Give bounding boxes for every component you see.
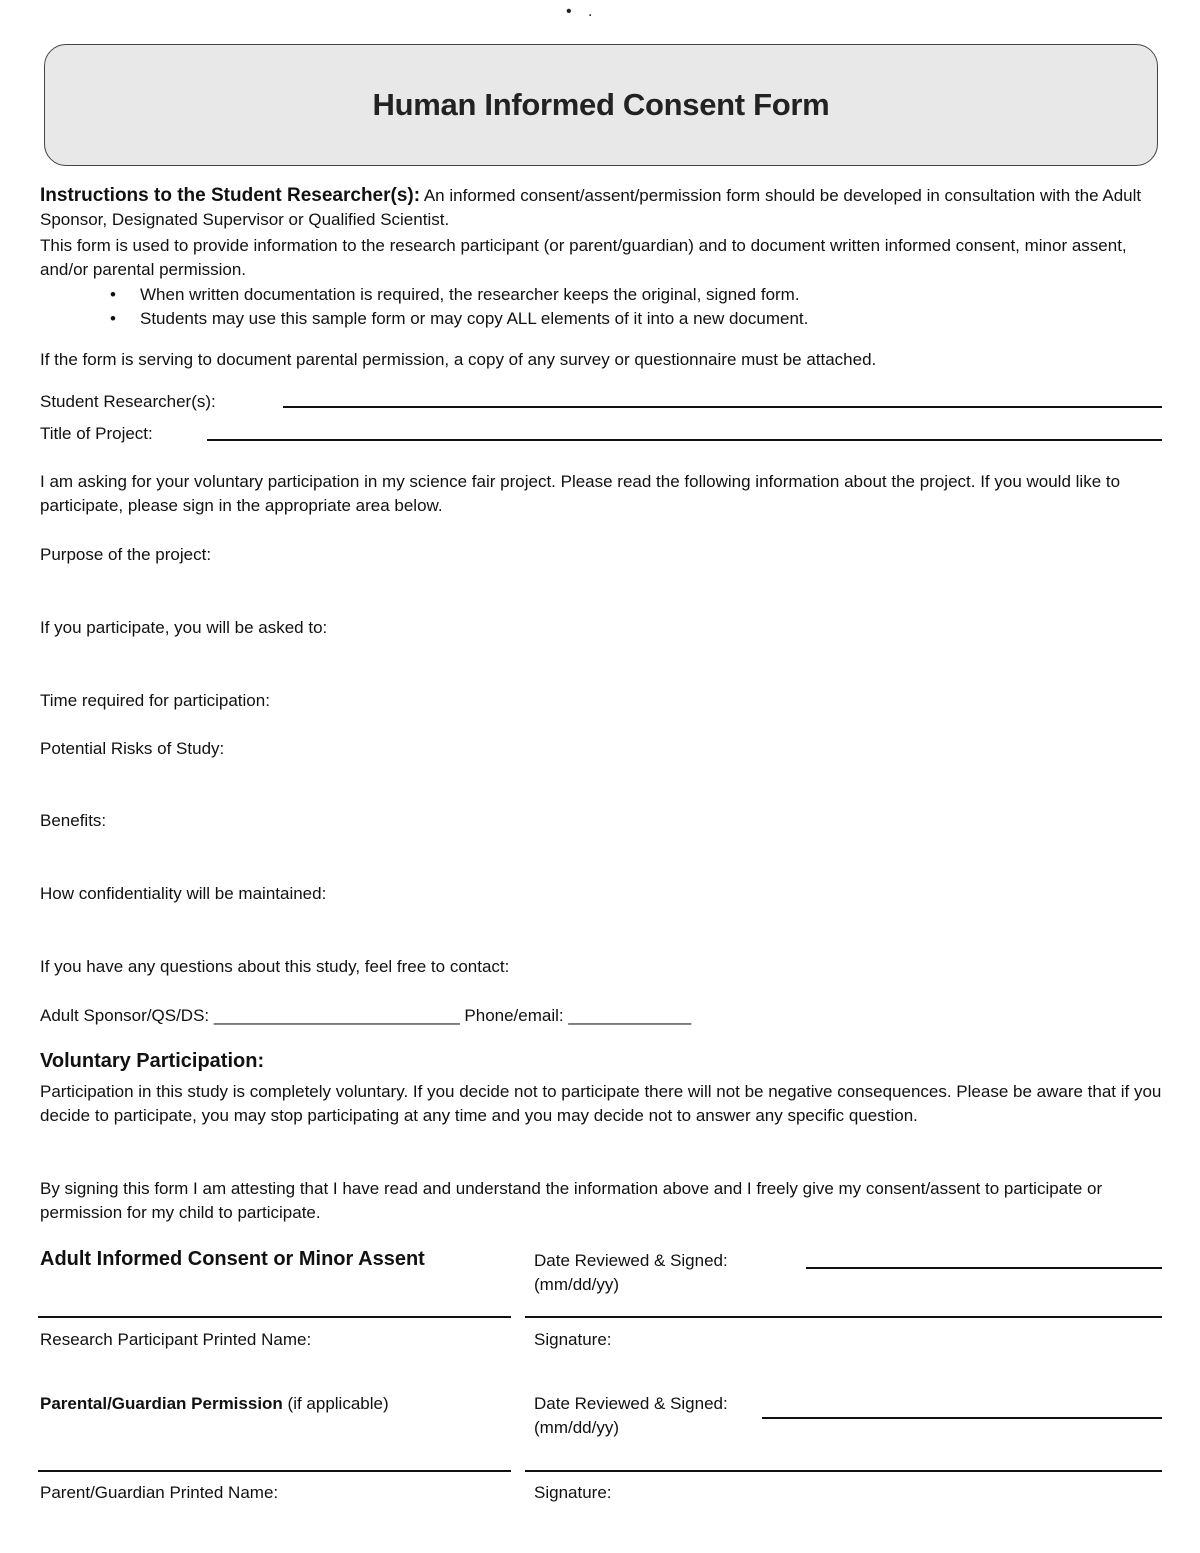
participant-name-line[interactable] [38,1316,511,1318]
risks-label: Potential Risks of Study: [40,739,225,758]
benefits-label: Benefits: [40,811,107,830]
consent-heading: Adult Informed Consent or Minor Assent [40,1248,425,1270]
purpose-label: Purpose of the project: [40,545,212,564]
attestation-text: By signing this form I am attesting that I have read and understand the information above and I freely give my consent/assent to participate or permission for my child to participate. [40,1179,1103,1222]
form-purpose-text: This form is used to provide information to the research participant (or parent/guardian) and to document written informed consent, minor assent, and/or parental permission. [40,236,1127,279]
time-required-label: Time required for participation: [40,691,270,710]
participant-name-label: Research Participant Printed Name: [40,1330,312,1349]
guardian-name-line[interactable] [38,1470,511,1472]
title-banner [44,44,1158,166]
guardian-signature-label: Signature: [534,1483,612,1502]
questions-label: If you have any questions about this study, feel free to contact: [40,957,510,976]
list-item: • Students may use this sample form or may copy ALL elements of it into a new document. [140,307,1200,331]
instructions-paragraph [40,184,1162,232]
project-title-label: Title of Project: [40,424,153,443]
consent-date-format: (mm/dd/yy) [534,1275,619,1294]
participant-signature-line[interactable] [525,1316,1162,1318]
guardian-name-label: Parent/Guardian Printed Name: [40,1483,279,1502]
parental-applicability: (if applicable) [282,1394,389,1413]
voluntary-text: Participation in this study is completely voluntary. If you decide not to participate there will not be negative consequences. Please be aware that if you decide to participate, you may stop participating at any time and you may decide not to answer any specific question. [40,1082,1162,1125]
consent-date-line[interactable] [806,1267,1162,1269]
header-mark: • . [566,3,599,20]
asked-to-label: If you participate, you will be asked to: [40,618,328,637]
attachment-note: If the form is serving to document parental permission, a copy of any survey or questionnaire must be attached. [40,350,877,369]
parental-heading-text: Parental/Guardian Permission [40,1394,283,1413]
instruction-bullets [40,283,1200,331]
parental-heading [40,1392,389,1416]
participant-signature-label: Signature: [534,1330,612,1349]
student-researchers-line[interactable] [283,406,1162,408]
participation-request: I am asking for your voluntary participation in my science fair project. Please read the following information about the project. If you would like to participate, please sign in the appropriate area below. [40,472,1121,515]
contact-line[interactable]: Adult Sponsor/QS/DS: __________________________ Phone/email: _____________ [40,1006,692,1025]
instructions-heading: Instructions to the Student Researcher(s): [40,185,421,206]
guardian-signature-line[interactable] [525,1470,1162,1472]
consent-date-label: Date Reviewed & Signed: [534,1251,728,1270]
parental-date-label: Date Reviewed & Signed: [534,1394,728,1413]
instructions-intro: An informed consent/assent/permission form should be developed in consultation with the Adult Sponsor, Designated Supervisor or Qualified Scientist. [40,186,1142,229]
parental-date-format: (mm/dd/yy) [534,1418,619,1437]
voluntary-heading: Voluntary Participation: [40,1050,265,1072]
confidentiality-label: How confidentiality will be maintained: [40,884,327,903]
page-title: Human Informed Consent Form [372,87,830,122]
project-title-line[interactable] [207,439,1162,441]
parental-date-line[interactable] [762,1417,1162,1419]
student-researchers-label: Student Researcher(s): [40,392,216,411]
list-item: • When written documentation is required, the researcher keeps the original, signed form. [140,283,1200,307]
